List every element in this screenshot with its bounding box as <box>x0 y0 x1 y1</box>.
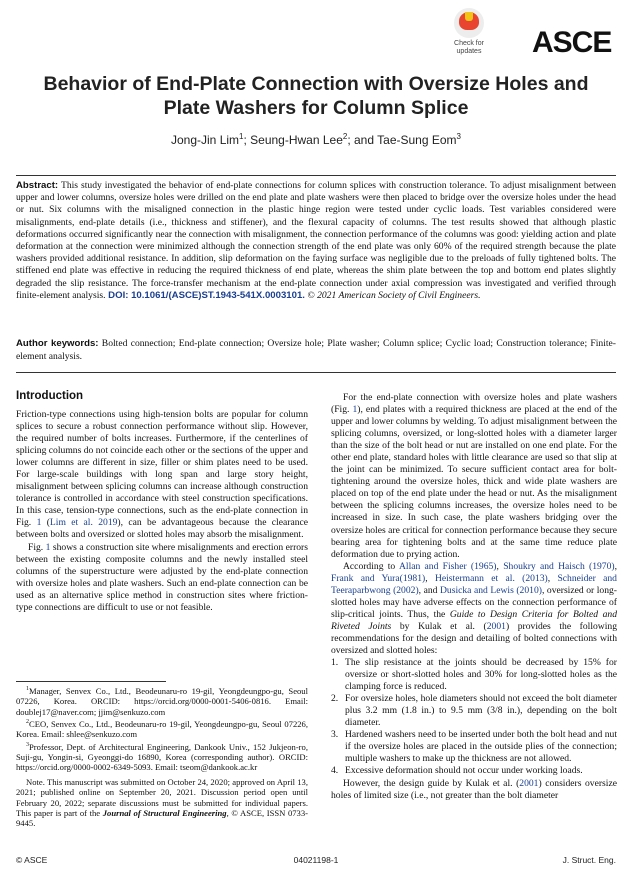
page-footer <box>16 855 616 865</box>
citation-link[interactable]: Shoukry and Haisch (1970) <box>503 560 615 572</box>
right-column <box>331 392 617 802</box>
paragraph: For the end-plate connection with oversize holes and plate washers (Fig. 1), end plates with a required thickness are placed at the end of the upper and lower columns by welding. To adjust misalignment between the splicing columns, oversized, or long-slotted holes with a diameter larger than the size of the bolt head or nut are installed on one end plate. For the other end plate, standard holes with little clearance are used so that slip at the joint can be minimized. To secure sufficient contact area for bolt-tightening around the oversize holes, thick and wide plate washers are placed on top of the end plate under the head or nut. As the misalignment between the splicing columns increases, the oversize holes need to be increased in size. In such case, the plate washers bridging over the oversize holes are critical for connection performance because they secure bearing area for tightening bolts and at the same time reduce plate deformation due to prying action. <box>331 392 617 560</box>
doi-link[interactable]: DOI: 10.1061/(ASCE)ST.1943-541X.0003101. <box>105 289 305 301</box>
check-for-updates-badge[interactable] <box>446 8 492 60</box>
keywords-rule <box>16 372 616 373</box>
footer-copyright: © ASCE <box>16 855 48 865</box>
citation-link[interactable]: 2001 <box>519 777 539 789</box>
citation-link[interactable]: Frank and Yura(1981) <box>331 572 426 584</box>
list-item: 2. For oversize holes, hole diameters should not exceed the bolt diameter plus 3.2 mm (1.8 in.) to 9.5 mm (3/8 in.), depending on the bolt diameter. <box>331 693 617 729</box>
update-check-icon <box>454 8 484 38</box>
author-list: Jong-Jin Lim$^1$; Seung-Hwan Lee$^2$; and Tae-Sung Eom$^3$ <box>171 132 461 147</box>
recommendation-list <box>331 657 617 777</box>
badge-text: Check for updates <box>454 40 484 55</box>
left-column <box>16 409 308 614</box>
citation-link[interactable]: 2001 <box>486 620 506 632</box>
paragraph: Fig. 1 shows a construction site where misalignments and erection errors between the existing composite columns and the newly installed steel columns of the superstructure were adjusted by the end-plate connection with oversize holes and plate washers. Such an end-plate connection can be used as an alternative splice method in construction sites where friction-type connections are difficult to use or not feasible. <box>16 541 308 613</box>
paragraph: However, the design guide by Kulak et al. (2001) considers oversize holes of limited size (i.e., not greater than the bolt diameter <box>331 777 617 801</box>
figure-link[interactable]: 1 <box>352 404 358 416</box>
author-name: Jong-Jin Lim <box>171 133 240 147</box>
footnote: $^3$Professor, Dept. of Architectural Engineering, Dankook Univ., 152 Jukjeon-ro, Suji-gu, Yongin-si, Gyeonggi-do 16890, Korea (corresponding author). ORCID: https://orcid.org/0000-0002-6349-5093. Email: tseom@dankook.ac.kr <box>16 741 308 773</box>
list-item: 3. Hardened washers need to be inserted under both the bolt head and nut if the oversize holes are placed in the outside plies of the connection; multiple washers to make up the thickness are not allowed. <box>331 729 617 765</box>
paragraph: According to Allan and Fisher (1965), Shoukry and Haisch (1970), Frank and Yura(1981), Heistermann et al. (2013), Schneider and Teeraparbwong (2002), and Dusicka and Lewis (2010), oversized or long-slotted holes may have adverse effects on the connection performance of slip-critical joints. Thus, the Guide to Design Criteria for Bolted and Riveted Joints by Kulak et al. (2001) provides the following recommendations for the design and detailing of bolted connections with oversized and slotted holes: <box>331 560 617 656</box>
journal-abbrev: J. Struct. Eng. <box>562 855 616 865</box>
abstract: Abstract: This study investigated the behavior of end-plate connections for column splices with construction tolerance. To adjust misalignment between upper and lower columns, oversize holes were drilled on the end plate and plate washers were then placed to bridge over the oversize holes under the head or nut. Six columns with the misaligned connection in the plastic hinge region were tested under cyclic loads. Test variables considered were misalignments, end-plate details (i.e., thickness and stiffener), and the flexural capacity of columns. The test results showed that although plastic deformations occurred significantly near the connection with misalignment, the connection performance of the columns was good: yielding action and plate deformation at the connection were minimized although the connection strength of the end plate was only 60% of the required strength because the plate washers provided additional resistance. In addition, slip deformation on the faying surface was negligible due to the preloads of fully tightened bolts. The stiffened end plate was effective in reducing the required thickness of end plate, whereas the shim plate between the top and bottom end plates slightly degraded the slip resistance. The force-transfer mechanism at the end-plate connection under axial compression was investigated and verified through finite-element analysis. DOI: 10.1061/(ASCE)ST.1943-541X.0003101. © 2021 American Society of Civil Engineers. <box>16 180 616 301</box>
list-item: 1. The slip resistance at the joints should be decreased by 15% for oversize or short-slotted holes and 30% for long-slotted holes as the clamping force is reduced. <box>331 657 617 693</box>
page-number: 04021198-1 <box>293 855 339 865</box>
footnote: $^1$Manager, Senvex Co., Ltd., Beodeunaru-ro 19-gil, Yeongdeungpo-gu, Seoul 07226, Korea. ORCID: https://orcid.org/0000-0001-5406-0816. Email: doublej17@naver.com; jjim@senkuzo.com <box>16 685 308 717</box>
list-item: 4. Excessive deformation should not occur under working loads. <box>331 765 583 777</box>
author-name: Tae-Sung Eom <box>377 133 457 147</box>
submission-note: Note. This manuscript was submitted on October 24, 2020; approved on April 13, 2021; published online on September 20, 2021. Discussion period open until February 20, 2022; separate discussions must be submitted for individual papers. This paper is part of the Journal of Structural Engineering, © ASCE, ISSN 0733-9445. <box>16 776 308 829</box>
citation-link[interactable]: Schneider and Teeraparbwong (2002) <box>331 572 617 596</box>
section-heading: Introduction <box>16 390 84 402</box>
top-rule <box>16 175 616 176</box>
citation-link[interactable]: Allan and Fisher (1965) <box>398 560 497 572</box>
citation-link[interactable]: Dusicka and Lewis (2010) <box>440 584 542 596</box>
footnotes <box>16 684 308 829</box>
citation-link[interactable]: Lim et al. 2019 <box>49 517 118 529</box>
author-name: Seung-Hwan Lee <box>250 133 343 147</box>
citation-link[interactable]: Heistermann et al. (2013) <box>434 572 548 584</box>
figure-link[interactable]: 1 <box>45 541 51 553</box>
paragraph: Friction-type connections using high-tension bolts are popular for column splices to secure a robust connection performance without slip. However, the required number of bolts increases. Furthermore, if the centerlines of splicing columns do not coincide each other or the sections of the upper and lower columns are different in size, filler or shim plates need to be used. For large-scale buildings with long span and large story height, misalignment between splicing columns can increase although construction tolerance is controlled in accordance with steel construction specifications. In this case, tension-type connections, such as the end-plate connection in Fig. 1 (Lim et al. 2019), can be advantageous because the clearance between bolts and oversized or slotted holes may absorb the misalignment. <box>16 409 309 541</box>
figure-link[interactable]: 1 <box>36 517 42 529</box>
asce-logo: ASCE <box>532 26 612 59</box>
footnote: $^2$CEO, Senvex Co., Ltd., Beodeunaru-ro 19-gil, Yeongdeungpo-gu, Seoul 07226, Korea. Email: shlee@senkuzo.com <box>16 718 308 740</box>
footnote-rule <box>16 681 166 682</box>
paper-title: Behavior of End-Plate Connection with Oversize Holes and Plate Washers for Column Splice <box>43 73 589 119</box>
author-keywords: Author keywords: Bolted connection; End-plate connection; Oversize hole; Plate washer; Column splice; Cyclic load; Construction tolerance; Finite-element analysis. <box>16 338 617 362</box>
